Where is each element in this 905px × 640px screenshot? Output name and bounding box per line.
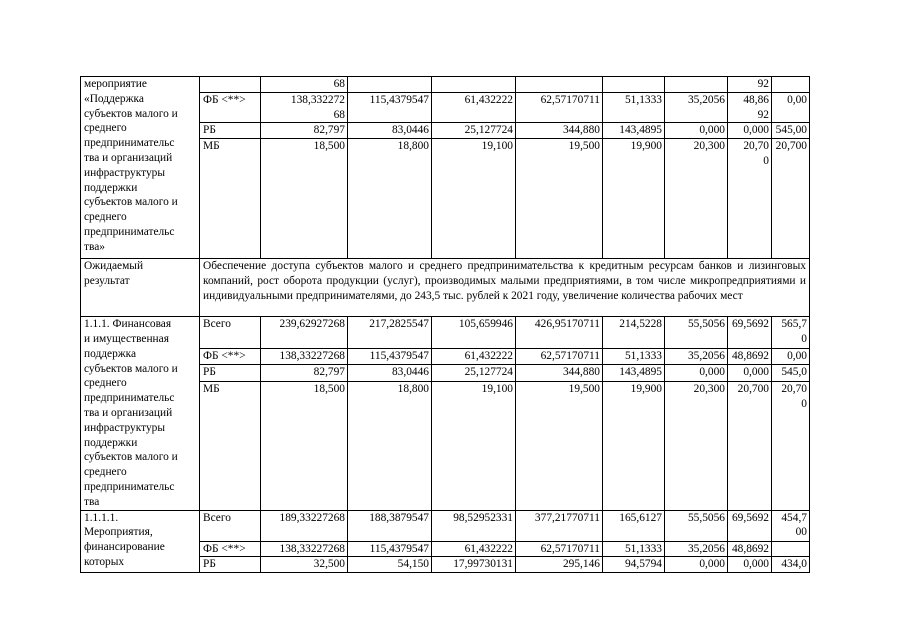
value-cell-text: 434,0 [781, 558, 807, 571]
value-cell [772, 123, 810, 139]
value-cell [728, 365, 772, 381]
value-cell [516, 510, 603, 541]
value-cell-text: 20,700 [775, 140, 807, 153]
value-cell-text: 48,8692 [731, 349, 769, 362]
value-cell-text: 18,500 [313, 382, 345, 395]
value-cell [665, 365, 728, 381]
value-cell [603, 365, 665, 381]
value-cell-text: 295,146 [562, 558, 600, 571]
value-cell-text: 17,99730131 [453, 558, 513, 571]
value-cell [516, 365, 603, 381]
value-cell [432, 541, 516, 557]
value-cell [261, 317, 348, 349]
value-cell [432, 123, 516, 139]
value-cell [772, 139, 810, 259]
value-cell [348, 317, 432, 349]
value-cell [432, 510, 516, 541]
activity-label-cell [81, 317, 200, 510]
budget-table [80, 76, 810, 573]
value-cell [603, 510, 665, 541]
value-cell-text: 48,8692 [731, 542, 769, 555]
value-cell-text: 143,4895 [619, 124, 662, 137]
funding-source-cell [200, 92, 261, 123]
value-cell-text: 69,5692 [731, 511, 769, 524]
funding-source-cell [200, 557, 261, 573]
value-cell [261, 381, 348, 510]
result-text-cell-text: Обеспечение доступа субъектов малого и среднего предпринимательства к кредитным ресурсам банков и лизинговых компаний, рост оборота продукции (услуг), производимых малыми предприятиями, в том числе микропредприятиями и индивидуальными предпринимателями, до 243,5 тыс. рублей к 2021 году, увеличение количества рабочих мест [203, 260, 806, 302]
value-cell [432, 92, 516, 123]
value-cell-text: 19,100 [481, 382, 513, 395]
value-cell [516, 123, 603, 139]
value-cell [772, 541, 810, 557]
value-cell-text: 138,332272 68 [290, 93, 345, 121]
value-cell-text: 138,33227268 [279, 542, 345, 555]
value-cell [516, 557, 603, 573]
value-cell [665, 510, 728, 541]
value-cell [516, 92, 603, 123]
value-cell-text: 68 [333, 78, 345, 90]
value-cell [728, 557, 772, 573]
value-cell [603, 381, 665, 510]
activity-label-cell-text: 1.1.1. Финансовая и имущественная поддержка субъектов малого и среднего предпринимательс тва и организаций инфраструктуры поддержки субъектов малого и среднего предпринимательс тва [84, 318, 178, 508]
value-cell-text: 48,86 92 [743, 93, 769, 121]
result-text-cell [200, 259, 810, 317]
value-cell [603, 348, 665, 364]
value-cell [728, 123, 772, 139]
value-cell-text: 188,3879547 [369, 511, 429, 524]
value-cell-text: 115,4379547 [369, 349, 429, 362]
value-cell-text: 165,6127 [619, 511, 662, 524]
value-cell-text: 344,880 [562, 124, 600, 137]
table-body [81, 77, 810, 573]
value-cell-text: 98,52952331 [453, 511, 513, 524]
value-cell [432, 365, 516, 381]
value-cell-text: 51,1333 [624, 542, 662, 555]
value-cell [432, 381, 516, 510]
value-cell [348, 139, 432, 259]
value-cell [432, 139, 516, 259]
activity-label-cell-text: 1.1.1.1. Мероприятия, финансирование которых [84, 511, 165, 568]
value-cell [665, 317, 728, 349]
activity-label-cell [81, 510, 200, 573]
value-cell-text: 545,00 [775, 124, 807, 137]
value-cell [348, 381, 432, 510]
value-cell-text: 25,127724 [464, 124, 513, 137]
value-cell-text: 344,880 [562, 366, 600, 379]
value-cell-text: 426,95170711 [534, 318, 600, 331]
value-cell-text: 138,33227268 [279, 349, 345, 362]
value-cell [728, 92, 772, 123]
funding-source-cell [200, 510, 261, 541]
table-row [81, 510, 810, 541]
value-cell-text: 565,7 0 [781, 318, 807, 345]
value-cell-text: 62,57170711 [540, 93, 600, 106]
funding-source-cell-text: Всего [203, 511, 231, 524]
table-row [81, 77, 810, 93]
funding-source-cell-text: РБ [203, 558, 216, 571]
value-cell-text: 20,700 [737, 382, 769, 395]
value-cell [348, 123, 432, 139]
value-cell [432, 348, 516, 364]
value-cell-text: 0,000 [699, 558, 725, 571]
value-cell [772, 510, 810, 541]
value-cell [348, 348, 432, 364]
value-cell-text: 0,000 [699, 124, 725, 137]
value-cell [772, 348, 810, 364]
value-cell-text: 25,127724 [464, 366, 513, 379]
value-cell [603, 317, 665, 349]
value-cell-text: 19,500 [568, 140, 600, 153]
funding-source-cell-text: РБ [203, 366, 216, 379]
value-cell [261, 510, 348, 541]
value-cell-text: 18,800 [397, 382, 429, 395]
value-cell [516, 381, 603, 510]
value-cell-text: 61,432222 [464, 93, 513, 106]
value-cell-text: 51,1333 [624, 349, 662, 362]
funding-source-cell [200, 381, 261, 510]
table-row [81, 259, 810, 317]
value-cell [728, 139, 772, 259]
value-cell-text: 61,432222 [464, 349, 513, 362]
value-cell [728, 510, 772, 541]
value-cell [772, 77, 810, 93]
value-cell [261, 365, 348, 381]
value-cell [348, 365, 432, 381]
funding-source-cell-text: ФБ <**> [203, 93, 246, 106]
value-cell-text: 105,659946 [458, 318, 513, 331]
value-cell [603, 557, 665, 573]
value-cell-text: 62,57170711 [540, 349, 600, 362]
value-cell [261, 77, 348, 93]
value-cell [516, 317, 603, 349]
value-cell [261, 348, 348, 364]
value-cell [728, 317, 772, 349]
value-cell-text: 19,100 [481, 140, 513, 153]
result-label-cell [81, 259, 200, 317]
value-cell-text: 19,500 [568, 382, 600, 395]
value-cell [728, 381, 772, 510]
value-cell [665, 348, 728, 364]
value-cell [772, 92, 810, 123]
funding-source-cell-text: МБ [203, 382, 220, 395]
value-cell [665, 77, 728, 93]
funding-source-cell [200, 348, 261, 364]
value-cell [432, 317, 516, 349]
value-cell [772, 557, 810, 573]
funding-source-cell-text: ФБ <**> [203, 349, 246, 362]
value-cell [772, 381, 810, 510]
funding-source-cell [200, 77, 261, 93]
value-cell [728, 348, 772, 364]
value-cell [261, 92, 348, 123]
value-cell-text: 61,432222 [464, 542, 513, 555]
value-cell-text: 115,4379547 [369, 542, 429, 555]
value-cell-text: 239,62927268 [279, 318, 345, 331]
value-cell-text: 217,2825547 [369, 318, 429, 331]
value-cell-text: 32,500 [313, 558, 345, 571]
value-cell [728, 541, 772, 557]
value-cell-text: 0,000 [743, 124, 769, 137]
value-cell-text: 35,2056 [687, 542, 725, 555]
value-cell-text: 69,5692 [731, 318, 769, 331]
value-cell-text: 0,00 [787, 93, 807, 106]
value-cell-text: 143,4895 [619, 366, 662, 379]
value-cell [772, 317, 810, 349]
value-cell-text: 82,797 [313, 124, 345, 137]
value-cell-text: 82,797 [313, 366, 345, 379]
value-cell-text: 35,2056 [687, 349, 725, 362]
funding-source-cell [200, 317, 261, 349]
value-cell-text: 545,0 [781, 366, 807, 379]
value-cell-text: 94,5794 [624, 558, 662, 571]
value-cell-text: 20,70 0 [781, 382, 807, 410]
value-cell [261, 557, 348, 573]
value-cell-text: 0,000 [743, 366, 769, 379]
funding-source-cell-text: РБ [203, 124, 216, 137]
value-cell-text: 115,4379547 [369, 93, 429, 106]
value-cell [603, 139, 665, 259]
value-cell [348, 77, 432, 93]
value-cell [516, 348, 603, 364]
value-cell [516, 77, 603, 93]
value-cell [665, 381, 728, 510]
value-cell [348, 92, 432, 123]
value-cell [772, 365, 810, 381]
value-cell [728, 77, 772, 93]
value-cell [603, 92, 665, 123]
value-cell [665, 123, 728, 139]
value-cell-text: 0,00 [787, 349, 807, 362]
value-cell-text: 35,2056 [687, 93, 725, 106]
value-cell-text: 20,70 0 [743, 140, 769, 167]
value-cell-text: 454,7 00 [781, 511, 807, 539]
value-cell-text: 189,33227268 [279, 511, 345, 524]
value-cell [261, 139, 348, 259]
value-cell-text: 20,300 [693, 140, 725, 153]
value-cell [261, 123, 348, 139]
funding-source-cell [200, 365, 261, 381]
value-cell [348, 510, 432, 541]
value-cell [348, 541, 432, 557]
value-cell-text: 83,0446 [391, 124, 429, 137]
activity-label-cell-text: мероприятие «Поддержка субъектов малого и среднего предпринимательс тва и организаций инфраструктуры поддержки субъектов малого и среднего предпринимательс тва» [84, 78, 178, 253]
value-cell-text: 55,5056 [687, 511, 725, 524]
value-cell-text: 214,5228 [619, 318, 662, 331]
funding-source-cell-text: МБ [203, 140, 220, 153]
value-cell-text: 19,900 [630, 382, 662, 395]
table-row [81, 317, 810, 349]
value-cell-text: 0,000 [743, 558, 769, 571]
value-cell-text: 92 [757, 78, 769, 90]
value-cell [603, 123, 665, 139]
funding-source-cell [200, 139, 261, 259]
value-cell-text: 55,5056 [687, 318, 725, 331]
funding-source-cell-text: ФБ <**> [203, 542, 246, 555]
value-cell [516, 139, 603, 259]
value-cell-text: 20,300 [693, 382, 725, 395]
value-cell-text: 0,000 [699, 366, 725, 379]
value-cell-text: 62,57170711 [540, 542, 600, 555]
value-cell-text: 83,0446 [391, 366, 429, 379]
value-cell [432, 557, 516, 573]
value-cell [665, 139, 728, 259]
funding-source-cell [200, 541, 261, 557]
value-cell-text: 51,1333 [624, 93, 662, 106]
value-cell-text: 377,21770711 [534, 511, 600, 524]
value-cell-text: 18,800 [397, 140, 429, 153]
activity-label-cell [81, 77, 200, 259]
value-cell [261, 541, 348, 557]
value-cell-text: 18,500 [313, 140, 345, 153]
value-cell [603, 541, 665, 557]
value-cell [665, 557, 728, 573]
value-cell [603, 77, 665, 93]
value-cell [665, 92, 728, 123]
value-cell-text: 19,900 [630, 140, 662, 153]
funding-source-cell [200, 123, 261, 139]
value-cell [516, 541, 603, 557]
result-label-cell-text: Ожидаемый результат [84, 260, 144, 287]
value-cell-text: 54,150 [397, 558, 429, 571]
funding-source-cell-text: Всего [203, 318, 231, 331]
value-cell [432, 77, 516, 93]
value-cell [348, 557, 432, 573]
value-cell [665, 541, 728, 557]
